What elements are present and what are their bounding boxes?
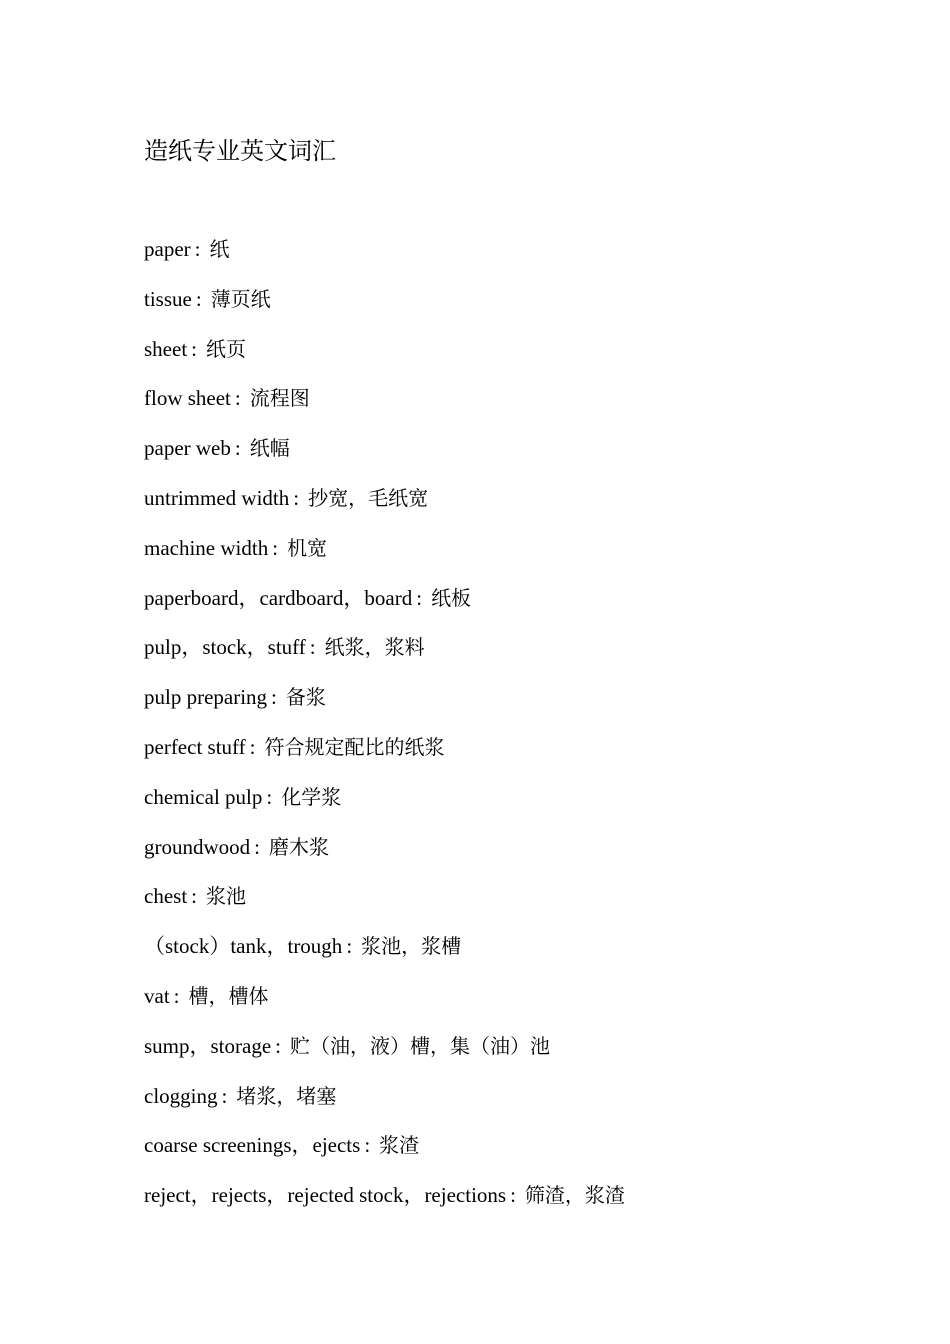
glossary-entry	[144, 234, 625, 284]
entry-separator: :	[364, 1133, 371, 1158]
entry-meaning: 符合规定配比的纸浆	[264, 734, 445, 759]
entry-term: sump，storage	[144, 1033, 272, 1058]
glossary-entry	[144, 1081, 625, 1131]
entry-meaning: 纸	[209, 237, 230, 261]
entry-meaning: 槽，槽体	[188, 983, 269, 1008]
entry-separator: :	[416, 585, 423, 610]
entry-meaning: 筛渣，浆渣	[524, 1183, 625, 1208]
glossary-entry	[144, 632, 625, 682]
entry-meaning: 机宽	[287, 535, 328, 560]
entry-meaning: 贮（油，液）槽，集（油）池	[290, 1033, 550, 1058]
glossary-entry	[144, 583, 625, 633]
entry-term: paper	[144, 237, 191, 261]
glossary-entry	[144, 433, 625, 483]
glossary-entry	[144, 284, 625, 334]
glossary-entry	[144, 533, 625, 583]
entry-separator: :	[309, 635, 316, 660]
entry-meaning: 纸页	[206, 336, 246, 361]
entry-term: pulp，stock，stuff	[144, 635, 306, 660]
entry-meaning: 纸板	[431, 585, 472, 610]
glossary-list	[144, 234, 625, 1230]
entry-term: chest	[144, 884, 188, 909]
entry-separator: :	[266, 784, 273, 809]
entry-meaning: 浆渣	[379, 1133, 420, 1158]
glossary-entry	[144, 1180, 625, 1230]
entry-separator: :	[271, 685, 277, 710]
glossary-entry	[144, 981, 625, 1031]
glossary-entry	[144, 1031, 625, 1081]
entry-term: pulp preparing	[144, 685, 268, 710]
glossary-entry	[144, 782, 625, 832]
entry-meaning: 纸幅	[249, 436, 290, 461]
entry-separator: :	[234, 386, 241, 411]
glossary-entry	[144, 483, 625, 533]
entry-meaning: 纸浆，浆料	[324, 635, 425, 660]
entry-separator: :	[275, 1033, 281, 1058]
entry-meaning: 磨木浆	[269, 834, 330, 859]
entry-separator: :	[191, 336, 197, 361]
entry-term: reject，rejects，rejected stock，rejections	[144, 1183, 507, 1208]
entry-separator: :	[195, 286, 202, 311]
entry-meaning: 浆池，浆槽	[361, 934, 462, 959]
entry-meaning: 流程图	[249, 386, 310, 411]
entry-meaning: 薄页纸	[210, 286, 271, 311]
glossary-entry	[144, 1130, 625, 1180]
entry-term: coarse screenings，ejects	[144, 1133, 361, 1158]
glossary-entry	[144, 334, 625, 384]
entry-term: paper web	[144, 436, 231, 461]
entry-separator: :	[249, 734, 256, 759]
entry-separator: :	[234, 436, 241, 461]
entry-term: vat	[144, 983, 170, 1008]
entry-term: flow sheet	[144, 386, 231, 411]
entry-term: tissue	[144, 286, 192, 311]
glossary-entry	[144, 881, 625, 931]
entry-term: perfect stuff	[144, 734, 246, 759]
entry-meaning: 浆池	[206, 884, 246, 909]
document-title: 造纸专业英文词汇	[144, 137, 336, 165]
entry-separator: :	[346, 934, 353, 959]
entry-separator: :	[272, 535, 279, 560]
glossary-entry	[144, 732, 625, 782]
entry-meaning: 备浆	[285, 685, 326, 710]
entry-separator: :	[293, 485, 300, 510]
entry-separator: :	[510, 1183, 516, 1208]
entry-separator: :	[254, 834, 261, 859]
glossary-entry	[144, 931, 625, 981]
entry-term: groundwood	[144, 834, 251, 859]
entry-meaning: 抄宽，毛纸宽	[308, 485, 429, 510]
entry-term: machine width	[144, 535, 269, 560]
glossary-entry	[144, 832, 625, 882]
entry-meaning: 化学浆	[281, 784, 342, 809]
glossary-entry	[144, 383, 625, 433]
entry-separator: :	[194, 237, 201, 261]
entry-term: （stock）tank，trough	[144, 934, 343, 959]
entry-meaning: 堵浆，堵塞	[236, 1083, 337, 1108]
entry-term: untrimmed width	[144, 485, 290, 510]
glossary-entry	[144, 682, 625, 732]
entry-term: chemical pulp	[144, 784, 263, 809]
entry-separator: :	[191, 884, 197, 909]
entry-term: sheet	[144, 336, 188, 361]
entry-separator: :	[173, 983, 180, 1008]
entry-term: clogging	[144, 1083, 218, 1108]
entry-separator: :	[221, 1083, 228, 1108]
entry-term: paperboard，cardboard，board	[144, 585, 413, 610]
